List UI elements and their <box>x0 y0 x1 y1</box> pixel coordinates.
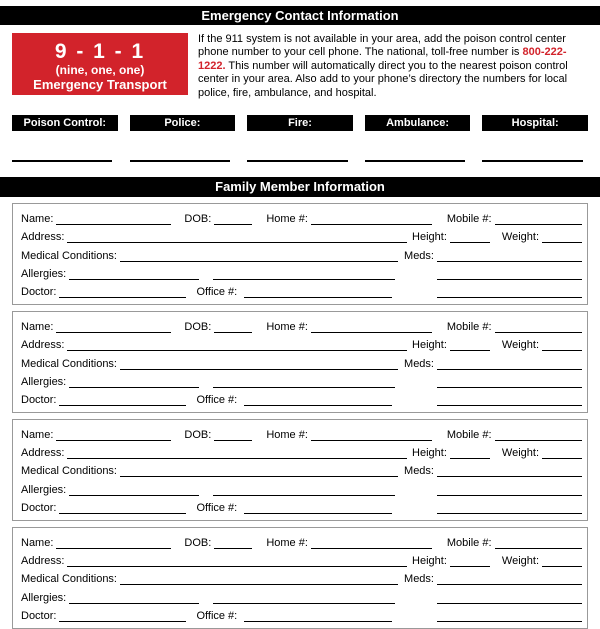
meds-continued-fill-line[interactable] <box>437 603 582 604</box>
medical-conditions-label: Medical Conditions: <box>21 573 117 586</box>
name-row <box>21 424 582 442</box>
meds-continued-fill-line[interactable] <box>437 495 582 496</box>
medical-row <box>21 460 582 478</box>
weight-label: Weight: <box>501 447 539 460</box>
meds-label: Meds: <box>404 249 434 262</box>
weight-fill-line[interactable] <box>542 458 582 459</box>
address-fill-line[interactable] <box>67 458 407 459</box>
medical-conditions-label: Medical Conditions: <box>21 249 117 262</box>
dob-fill-line[interactable] <box>214 224 252 225</box>
allergies-continued-fill-line[interactable] <box>213 279 395 280</box>
home-phone-label: Home #: <box>266 213 308 226</box>
allergies-fill-line[interactable] <box>69 279 199 280</box>
home-phone-label: Home #: <box>266 429 308 442</box>
meds-label: Meds: <box>404 357 434 370</box>
height-fill-line[interactable] <box>450 242 490 243</box>
911-red-box <box>12 33 188 107</box>
family-member-block <box>12 203 588 305</box>
height-fill-line[interactable] <box>450 458 490 459</box>
doctor-label: Doctor: <box>21 285 57 298</box>
911-number: 9 - 1 - 1 <box>54 40 146 63</box>
mobile-phone-fill-line[interactable] <box>495 224 582 225</box>
contact-police <box>130 115 236 162</box>
name-fill-line[interactable] <box>56 440 171 441</box>
height-label: Height: <box>412 231 447 244</box>
allergies-row <box>21 586 582 604</box>
height-fill-line[interactable] <box>450 350 490 351</box>
doctor-row <box>21 389 582 407</box>
home-phone-fill-line[interactable] <box>311 332 432 333</box>
office-phone-fill-line[interactable] <box>244 513 392 514</box>
emergency-contact-header-bar <box>0 6 600 25</box>
meds-continued-fill-line-2[interactable] <box>437 621 582 622</box>
mobile-phone-label: Mobile #: <box>446 321 492 334</box>
allergies-fill-line[interactable] <box>69 495 199 496</box>
family-member-block <box>12 527 588 629</box>
police-fill-line[interactable] <box>130 160 230 162</box>
weight-label: Weight: <box>501 555 539 568</box>
contact-box-poison-control: Poison Control: <box>12 115 118 131</box>
family-member-block <box>12 311 588 413</box>
description-text-after: This number will automatically direct you to the nearest poison control center in your area. Also add to your phone’s directory the numbers for local police, fire, ambulance, and hospital. <box>198 59 568 99</box>
dob-fill-line[interactable] <box>214 548 252 549</box>
medical-row <box>21 352 582 370</box>
contact-box-fire: Fire: <box>247 115 353 131</box>
weight-fill-line[interactable] <box>542 242 582 243</box>
allergies-row <box>21 478 582 496</box>
office-phone-label: Office #: <box>196 501 238 514</box>
meds-continued-fill-line[interactable] <box>437 387 582 388</box>
address-label: Address: <box>21 339 65 352</box>
hospital-fill-line[interactable] <box>482 160 582 162</box>
contact-hospital <box>482 115 588 162</box>
name-row <box>21 208 582 226</box>
home-phone-label: Home #: <box>266 537 308 550</box>
mobile-phone-fill-line[interactable] <box>495 548 582 549</box>
allergies-row <box>21 263 582 281</box>
name-label: Name: <box>21 429 54 442</box>
height-label: Height: <box>412 339 447 352</box>
address-row <box>21 226 582 244</box>
office-phone-fill-line[interactable] <box>244 297 392 298</box>
poison-control-info-section <box>12 33 588 107</box>
medical-row <box>21 568 582 586</box>
weight-label: Weight: <box>501 339 539 352</box>
dob-fill-line[interactable] <box>214 332 252 333</box>
address-row <box>21 550 582 568</box>
name-row <box>21 316 582 334</box>
weight-fill-line[interactable] <box>542 566 582 567</box>
name-label: Name: <box>21 213 54 226</box>
address-label: Address: <box>21 231 65 244</box>
meds-fill-line[interactable] <box>437 584 582 585</box>
fire-fill-line[interactable] <box>247 160 347 162</box>
doctor-row <box>21 281 582 299</box>
meds-fill-line[interactable] <box>437 369 582 370</box>
doctor-fill-line[interactable] <box>59 621 186 622</box>
name-fill-line[interactable] <box>56 548 171 549</box>
contact-ambulance <box>365 115 471 162</box>
meds-continued-fill-line-2[interactable] <box>437 513 582 514</box>
office-phone-fill-line[interactable] <box>244 621 392 622</box>
emergency-contact-title: Emergency Contact Information <box>201 8 399 23</box>
height-label: Height: <box>412 447 447 460</box>
medical-conditions-fill-line[interactable] <box>120 369 398 370</box>
family-member-header-bar <box>0 177 600 197</box>
allergies-fill-line[interactable] <box>69 603 199 604</box>
height-label: Height: <box>412 555 447 568</box>
contact-box-ambulance: Ambulance: <box>365 115 471 131</box>
contact-poison-control <box>12 115 118 162</box>
meds-continued-fill-line-2[interactable] <box>437 405 582 406</box>
name-label: Name: <box>21 537 54 550</box>
doctor-label: Doctor: <box>21 393 57 406</box>
mobile-phone-fill-line[interactable] <box>495 332 582 333</box>
allergies-label: Allergies: <box>21 267 67 280</box>
meds-continued-fill-line[interactable] <box>437 279 582 280</box>
address-fill-line[interactable] <box>67 350 407 351</box>
height-fill-line[interactable] <box>450 566 490 567</box>
meds-fill-line[interactable] <box>437 261 582 262</box>
family-member-title: Family Member Information <box>215 179 385 195</box>
doctor-row <box>21 605 582 623</box>
medical-conditions-label: Medical Conditions: <box>21 465 117 478</box>
dob-fill-line[interactable] <box>214 440 252 441</box>
office-phone-label: Office #: <box>196 609 238 622</box>
allergies-label: Allergies: <box>21 483 67 496</box>
home-phone-label: Home #: <box>266 321 308 334</box>
name-fill-line[interactable] <box>56 224 171 225</box>
contact-box-police: Police: <box>130 115 236 131</box>
office-phone-label: Office #: <box>196 285 238 298</box>
medical-row <box>21 244 582 262</box>
mobile-phone-label: Mobile #: <box>446 537 492 550</box>
911-spelled-out: (nine, one, one) <box>55 63 145 77</box>
allergies-continued-fill-line[interactable] <box>213 603 395 604</box>
address-row <box>21 334 582 352</box>
weight-label: Weight: <box>501 231 539 244</box>
address-label: Address: <box>21 555 65 568</box>
office-phone-fill-line[interactable] <box>244 405 392 406</box>
contact-fire <box>247 115 353 162</box>
emergency-contacts-row <box>12 115 588 162</box>
ambulance-fill-line[interactable] <box>365 160 465 162</box>
allergies-label: Allergies: <box>21 591 67 604</box>
meds-fill-line[interactable] <box>437 476 582 477</box>
doctor-label: Doctor: <box>21 609 57 622</box>
allergies-row <box>21 371 582 389</box>
dob-label: DOB: <box>184 537 212 550</box>
mobile-phone-fill-line[interactable] <box>495 440 582 441</box>
office-phone-label: Office #: <box>196 393 238 406</box>
mobile-phone-label: Mobile #: <box>446 429 492 442</box>
dob-label: DOB: <box>184 321 212 334</box>
allergies-continued-fill-line[interactable] <box>213 387 395 388</box>
address-row <box>21 442 582 460</box>
name-label: Name: <box>21 321 54 334</box>
dob-label: DOB: <box>184 213 212 226</box>
allergies-continued-fill-line[interactable] <box>213 495 395 496</box>
dob-label: DOB: <box>184 429 212 442</box>
meds-continued-fill-line-2[interactable] <box>437 297 582 298</box>
doctor-fill-line[interactable] <box>59 513 186 514</box>
address-fill-line[interactable] <box>67 566 407 567</box>
medical-conditions-fill-line[interactable] <box>120 261 398 262</box>
name-row <box>21 532 582 550</box>
meds-label: Meds: <box>404 465 434 478</box>
allergies-label: Allergies: <box>21 375 67 388</box>
doctor-label: Doctor: <box>21 501 57 514</box>
family-member-block <box>12 419 588 521</box>
contact-box-hospital: Hospital: <box>482 115 588 131</box>
home-phone-fill-line[interactable] <box>311 548 432 549</box>
poison-control-fill-line[interactable] <box>12 160 112 162</box>
medical-conditions-label: Medical Conditions: <box>21 357 117 370</box>
weight-fill-line[interactable] <box>542 350 582 351</box>
description-text-before: If the 911 system is not available in your area, add the poison control center phone number to your cell phone. The national, toll-free number is <box>198 33 566 59</box>
medical-conditions-fill-line[interactable] <box>120 476 398 477</box>
home-phone-fill-line[interactable] <box>311 440 432 441</box>
poison-control-phone-number: 800-222-1222. <box>198 46 567 72</box>
meds-label: Meds: <box>404 573 434 586</box>
name-fill-line[interactable] <box>56 332 171 333</box>
address-label: Address: <box>21 447 65 460</box>
poison-control-description <box>198 33 588 100</box>
911-caption: Emergency Transport System <box>33 77 167 107</box>
mobile-phone-label: Mobile #: <box>446 213 492 226</box>
doctor-fill-line[interactable] <box>59 297 186 298</box>
doctor-row <box>21 497 582 515</box>
home-phone-fill-line[interactable] <box>311 224 432 225</box>
allergies-fill-line[interactable] <box>69 387 199 388</box>
address-fill-line[interactable] <box>67 242 407 243</box>
doctor-fill-line[interactable] <box>59 405 186 406</box>
medical-conditions-fill-line[interactable] <box>120 584 398 585</box>
